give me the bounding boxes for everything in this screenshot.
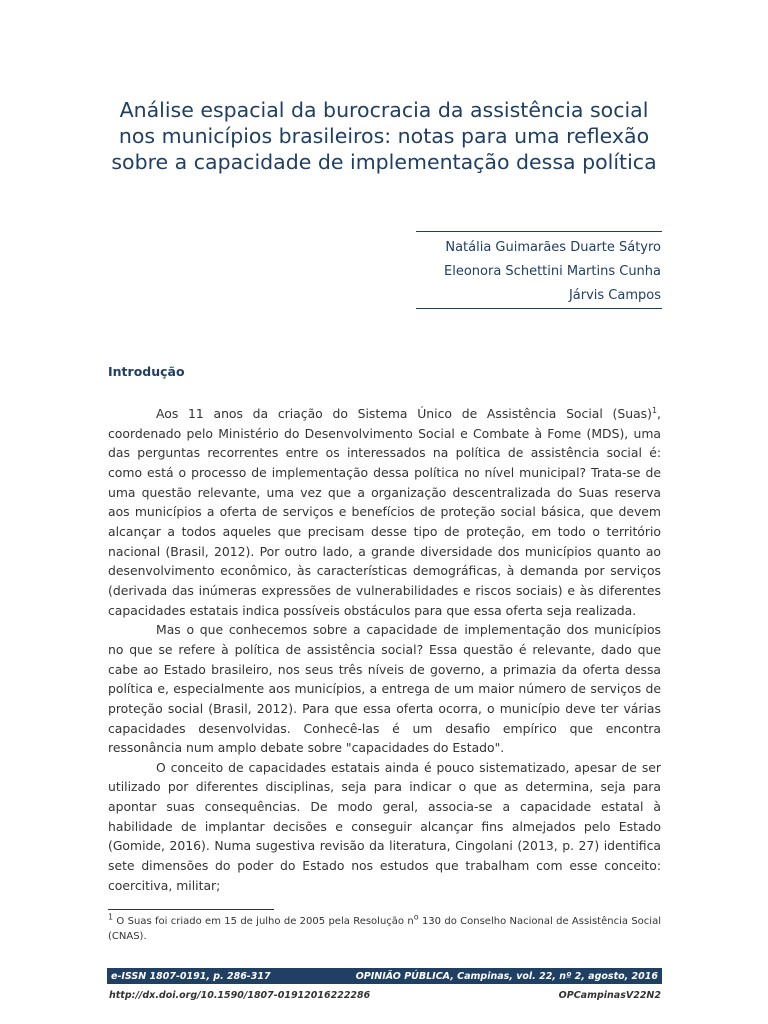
doi-link[interactable]: http://dx.doi.org/10.1590/1807-01912016222286 (109, 990, 371, 1001)
journal-citation: OPINIÃO PÚBLICA, Campinas, vol. 22, nº 2, agosto, 2016 (355, 970, 658, 982)
footer-bar (107, 968, 662, 984)
footer-bottom (109, 990, 661, 1001)
section-heading: Introdução (108, 364, 185, 379)
journal-code: OPCampinasV22N2 (558, 990, 661, 1001)
footnote-mark: 1 (108, 912, 114, 922)
title-line-3: sobre a capacidade de implementação dessa política (111, 150, 657, 174)
paragraph: Mas o que conhecemos sobre a capacidade de implementação dos municípios no que se refere à política de assistência social? Essa questão é relevante, dado que cabe ao Estado brasileiro, nos seus três níveis de governo, a primazia da oferta dessa política e, especialmente aos municípios, a entrega de um maior número de serviços de proteção social (Brasil, 2012). Para que essa oferta ocorra, o município deve ter várias capacidades desenvolvidas. Conhecê-las é um desafio empírico que encontra ressonância num amplo debate sobre "capacidades do Estado". (108, 622, 661, 756)
footnote: $^1$ O Suas foi criado em 15 de julho de 2005 pela Resolução $n^o$ 130 do Conselho Nacional de Assistência Social (CNAS). (108, 912, 661, 942)
paragraph: O conceito de capacidades estatais ainda é pouco sistematizado, apesar de ser utilizado por diferentes disciplinas, seja para indicar o que as determina, seja para apontar suas consequências. De modo geral, associa-se a capacidade estatal à habilidade de implantar decisões e conseguir alcançar fins almejados pelo Estado (Gomide, 2016). Numa sugestiva revisão da literatura, Cingolani (2013, p. 27) identifica sete dimensões do poder do Estado nos estudos que trabalham com esse conceito: coercitiva, militar; (108, 759, 661, 893)
author-name: Eleonora Schettini Martins Cunha (444, 264, 661, 279)
footnote-separator (108, 909, 274, 910)
author-name: Natália Guimarães Duarte Sátyro (445, 240, 661, 255)
authors-top-rule (416, 231, 662, 232)
author-name: Járvis Campos (568, 288, 661, 303)
body-text (108, 404, 661, 895)
author-list (444, 236, 661, 308)
title-line-1: Análise espacial da burocracia da assistência social (119, 98, 649, 122)
authors-bottom-rule (416, 308, 662, 309)
issn-pages: e-ISSN 1807-0191, p. 286-317 (111, 970, 271, 982)
article-title (100, 97, 668, 175)
title-line-2: nos municípios brasileiros: notas para uma reflexão (118, 124, 650, 148)
footnote-reference[interactable]: 1 (651, 405, 658, 415)
paragraph: Aos 11 anos da criação do Sistema Único de Assistência Social (Suas)$^1$, coordenado pelo Ministério do Desenvolvimento Social e Combate à Fome (MDS), uma das perguntas recorrentes entre os interessados na política de assistência social é: como está o processo de implementação dessa política no nível municipal? Trata-se de uma questão relevante, uma vez que a organização descentralizada do Suas reserva aos municípios a oferta de serviços e benefícios de proteção social básica, que devem alcançar a todos aqueles que precisam desse tipo de proteção, em todo o território nacional (Brasil, 2012). Por outro lado, a grande diversidade dos municípios quanto ao desenvolvimento econômico, às características demográficas, à demanda por serviços (derivada das inúmeras expressões de vulnerabilidades e riscos sociais) e às diferentes capacidades estatais indica possíveis obstáculos para que essa oferta seja realizada. (108, 405, 661, 618)
